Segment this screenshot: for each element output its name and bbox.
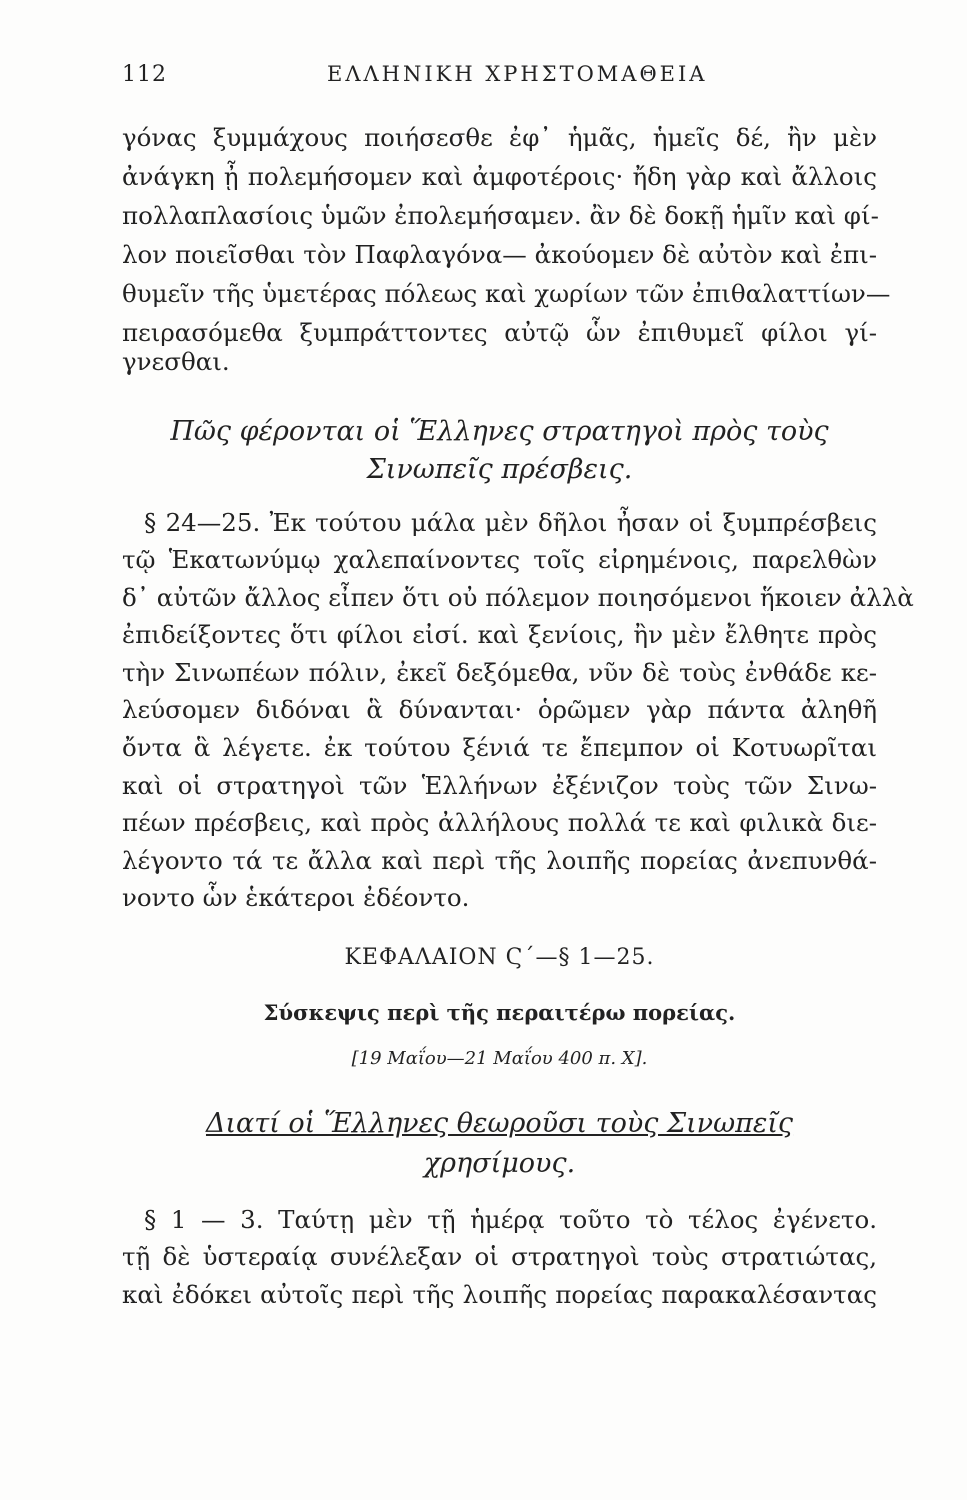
text-line: πέων πρέσβεις, καὶ πρὸς ἀλλήλους πολλά τε καὶ φιλικὰ διε- xyxy=(122,808,877,837)
date-line: [19 Μαΐου—21 Μαΐου 400 π. Χ]. xyxy=(351,1048,648,1069)
text-line: ἀνάγκη ᾖ πολεμήσομεν καὶ ἀμφοτέροις· ἤδη γὰρ καὶ ἄλλοις xyxy=(122,162,877,191)
heading-line: χρησίμους. xyxy=(423,1148,576,1179)
heading-text: Διατί οἱ Ἕλληνες θεωροῦσι τοὺς Σινωπεῖς xyxy=(205,1108,794,1139)
chapter-heading: ΚΕΦΑΛΑΙΟΝ Ϛ΄—§ 1—25. xyxy=(344,945,655,970)
heading-line: Σινωπεῖς πρέσβεις. xyxy=(366,454,633,485)
text-line: γόνας ξυμμάχους ποιήσεσθε ἐφ᾽ ἡμᾶς, ἡμεῖς δέ, ἢν μὲν xyxy=(122,123,877,152)
heading-line xyxy=(122,1108,877,1139)
text-line: ἐπιδείξοντες ὅτι φίλοι εἰσί. καὶ ξενίοις, ἢν μὲν ἔλθητε πρὸς xyxy=(122,620,877,649)
text-line: καὶ ἐδόκει αὐτοῖς περὶ τῆς λοιπῆς πορείας παρακαλέσαντας xyxy=(122,1280,877,1309)
heading-line: Πῶς φέρονται οἱ Ἕλληνες στρατηγοὶ πρὸς τοὺς xyxy=(170,416,829,447)
text-line: λέγοντο τά τε ἄλλα καὶ περὶ τῆς λοιπῆς πορείας ἀνεπυνθά- xyxy=(122,846,877,875)
text-line: καὶ οἱ στρατηγοὶ τῶν Ἑλλήνων ἐξένιζον τοὺς τῶν Σινω- xyxy=(122,771,877,800)
page-header xyxy=(122,62,877,92)
text-line: πολλαπλασίοις ὑμῶν ἐπολεμήσαμεν. ἂν δὲ δοκῇ ἡμῖν καὶ φί- xyxy=(122,201,879,230)
section-title: Σύσκεψις περὶ τῆς περαιτέρω πορείας. xyxy=(263,1000,736,1025)
text-line: πειρασόμεθα ξυμπράττοντες αὐτῷ ὧν ἐπιθυμεῖ φίλοι γί- xyxy=(122,318,877,347)
text-line: τὴν Σινωπέων πόλιν, ἐκεῖ δεξόμεθα, νῦν δὲ τοὺς ἐνθάδε κε- xyxy=(122,658,877,687)
running-title: ΕΛΛΗΝΙΚΗ ΧΡΗΣΤΟΜΑΘΕΙΑ xyxy=(327,62,708,86)
text-line: § 1 — 3. Ταύτῃ μὲν τῇ ἡμέρᾳ τοῦτο τὸ τέλος ἐγένετο. xyxy=(144,1205,877,1234)
text-line: τῷ Ἑκατωνύμῳ χαλεπαίνοντες τοῖς εἰρημένοις, παρελθὼν xyxy=(122,545,877,574)
text-line: λεύσομεν διδόναι ἃ δύνανται· ὁρῶμεν γὰρ πάντα ἀληθῆ xyxy=(122,695,877,724)
text-line: ὄντα ἃ λέγετε. ἐκ τούτου ξένιά τε ἔπεμπον οἱ Κοτυωρῖται xyxy=(122,733,877,762)
text-line: λον ποιεῖσθαι τὸν Παφλαγόνα— ἀκούομεν δὲ αὐτὸν καὶ ἐπι- xyxy=(122,240,877,269)
text-line: νοντο ὧν ἑκάτεροι ἐδέοντο. xyxy=(122,883,470,912)
text-line: γνεσθαι. xyxy=(122,347,230,376)
page-number: 112 xyxy=(122,62,167,87)
text-line: θυμεῖν τῆς ὑμετέρας πόλεως καὶ χωρίων τῶν ἐπιθαλαττίων— xyxy=(122,279,891,308)
text-line: δ᾽ αὐτῶν ἄλλος εἶπεν ὅτι οὐ πόλεμον ποιησόμενοι ἥκοιεν ἀλλὰ xyxy=(122,583,914,612)
text-line: § 24—25. Ἐκ τούτου μάλα μὲν δῆλοι ἦσαν οἱ ξυμπρέσβεις xyxy=(144,508,877,537)
text-line: τῇ δὲ ὑστεραίᾳ συνέλεξαν οἱ στρατηγοὶ τοὺς στρατιώτας, xyxy=(122,1242,877,1271)
